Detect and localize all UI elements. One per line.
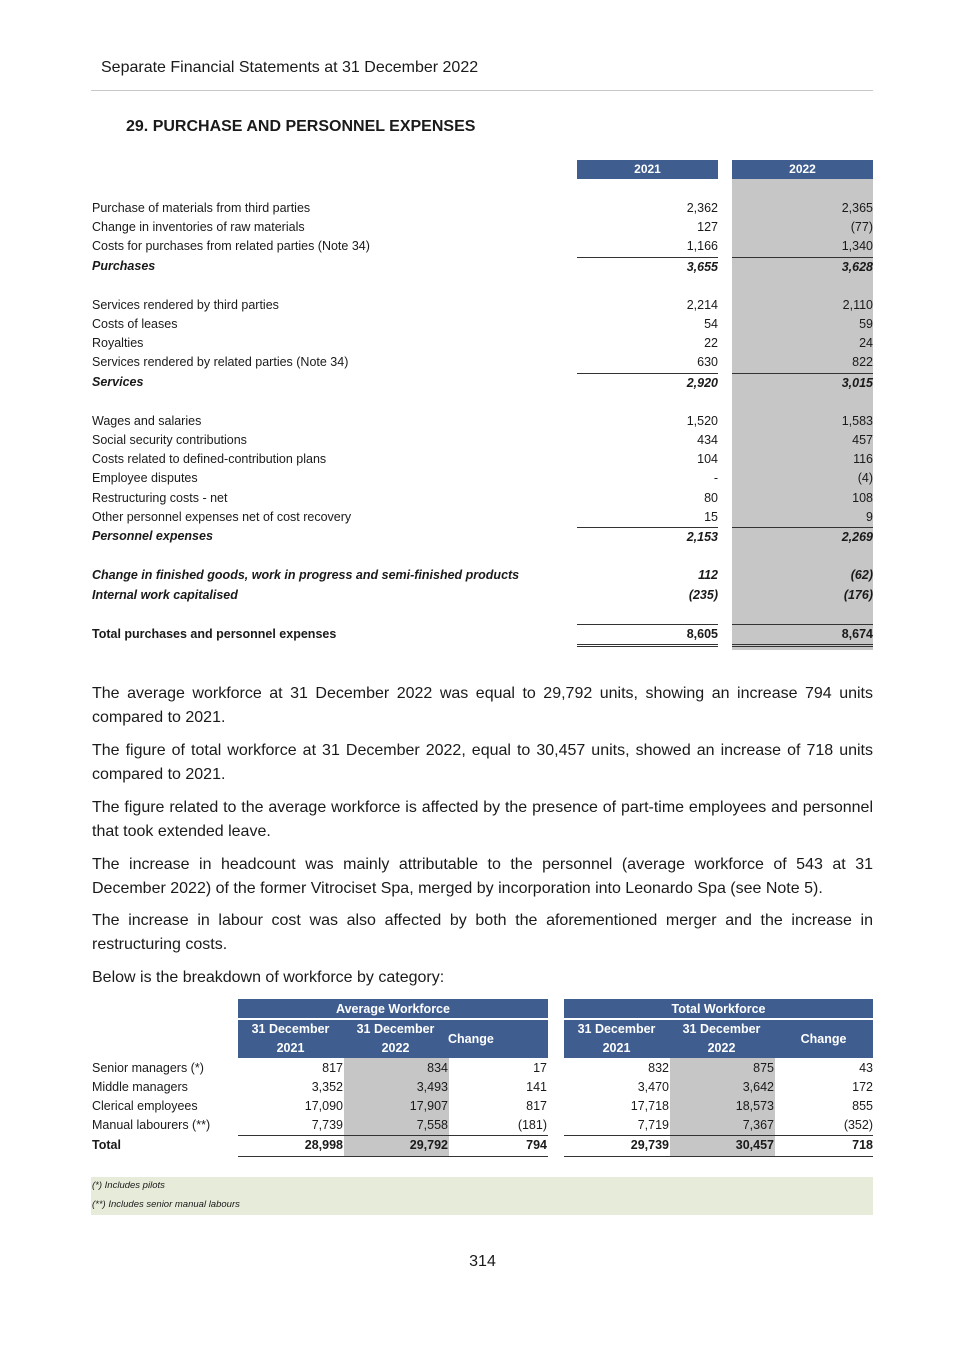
workforce-row	[0, 1059, 965, 1078]
cell: 172	[852, 1080, 873, 1094]
row-label: Total purchases and personnel expenses	[92, 627, 337, 641]
value-2022: 9	[866, 510, 873, 524]
value-2021: 2,920	[577, 373, 718, 393]
value-2021: 80	[704, 491, 718, 505]
cell: 17,718	[630, 1099, 669, 1113]
col-header-line2: 2022	[381, 1041, 410, 1055]
value-2022: 457	[852, 433, 873, 447]
value-2022: 2,269	[732, 527, 873, 547]
expense-row	[0, 296, 965, 315]
total-bottom-rule-right	[564, 1156, 873, 1157]
cell: 817	[526, 1099, 547, 1113]
year-header-2022: 2022	[732, 160, 873, 179]
value-2021: 127	[697, 220, 718, 234]
cell: 7,719	[637, 1118, 669, 1132]
cell: 3,352	[311, 1080, 343, 1094]
row-label: Purchase of materials from third parties	[92, 201, 311, 215]
subtotal-row-services	[0, 373, 965, 392]
cell: 875	[753, 1061, 774, 1075]
workforce-row	[0, 1116, 965, 1135]
footnotes-box	[91, 1177, 873, 1215]
value-2021: 1,166	[686, 239, 718, 253]
expense-row	[0, 489, 965, 508]
group-header-average: Average Workforce	[238, 999, 548, 1019]
col-header-line1: 31 December	[577, 1022, 656, 1036]
row-label: Costs for purchases from related parties (Note 34)	[92, 239, 370, 253]
cell: 18,573	[735, 1099, 774, 1113]
cell: 832	[648, 1061, 669, 1075]
value-2021: 434	[697, 433, 718, 447]
cell: 29,792	[409, 1138, 448, 1152]
col-header-avg-2022	[343, 1020, 448, 1058]
value-2022: (4)	[857, 471, 873, 485]
cell: 834	[427, 1061, 448, 1075]
paragraph: The average workforce at 31 December 2022 was equal to 29,792 units, showing an increase 794 units compared to 2021.	[92, 685, 873, 726]
cell: (181)	[517, 1118, 547, 1132]
paragraph: The increase in labour cost was also affected by both the aforementioned merger and the increase in restructuring costs.	[92, 912, 873, 953]
row-label: Purchases	[92, 259, 156, 273]
workforce-row	[0, 1078, 965, 1097]
page-number: 314	[469, 1253, 496, 1270]
row-label: Personnel expenses	[92, 529, 213, 543]
row-label: Services	[92, 375, 144, 389]
col-header-line2: 2021	[276, 1041, 305, 1055]
cell: 30,457	[735, 1138, 774, 1152]
expense-row-internal-work	[0, 586, 965, 605]
cell: 817	[322, 1061, 343, 1075]
value-2022: 3,628	[732, 257, 873, 277]
expense-row	[0, 508, 965, 527]
row-label: Services rendered by third parties	[92, 298, 279, 312]
value-2022: (176)	[843, 588, 873, 602]
col-header-tot-change: Change	[774, 1020, 873, 1058]
value-2022: 8,674	[732, 624, 873, 647]
row-label: Costs of leases	[92, 317, 178, 331]
paragraph: The increase in headcount was mainly attributable to the personnel (average workforce of 543 at 31 December 2022) of the former Vitrociset Spa, merged by incorporation into Leonardo Spa (see Note 5).	[92, 856, 873, 897]
running-header: Separate Financial Statements at 31 December 2022	[101, 59, 479, 76]
cell: 141	[526, 1080, 547, 1094]
row-label: Middle managers	[92, 1080, 188, 1094]
value-2021: 54	[704, 317, 718, 331]
cell: 7,367	[742, 1118, 774, 1132]
expense-row	[0, 469, 965, 488]
value-2022: 2,110	[842, 298, 873, 312]
cell: 794	[526, 1138, 547, 1152]
value-2021: 630	[697, 355, 718, 369]
col-header-line1: 31 December	[251, 1022, 330, 1036]
col-header-avg-2021	[238, 1020, 343, 1058]
year-header-2021: 2021	[577, 160, 718, 179]
col-header-tot-2021	[564, 1020, 669, 1058]
total-row	[0, 624, 965, 643]
cell: 7,558	[416, 1118, 448, 1132]
value-2021: 15	[704, 510, 718, 524]
section-title: 29. PURCHASE AND PERSONNEL EXPENSES	[126, 118, 476, 135]
row-label: Other personnel expenses net of cost recovery	[92, 510, 352, 524]
cell: 3,493	[416, 1080, 448, 1094]
cell: 29,739	[630, 1138, 669, 1152]
cell: 718	[852, 1138, 873, 1152]
cell: 855	[852, 1099, 873, 1113]
footnote: (*) Includes pilots	[92, 1180, 165, 1191]
value-2021: 1,520	[686, 414, 718, 428]
row-label: Total	[92, 1138, 121, 1152]
row-label: Manual labourers (**)	[92, 1118, 211, 1132]
value-2022: 1,340	[841, 239, 873, 253]
footnote: (**) Includes senior manual labours	[92, 1199, 240, 1210]
value-2021: 112	[698, 568, 718, 582]
expense-row	[0, 199, 965, 218]
cell: 17,907	[409, 1099, 448, 1113]
value-2022: (62)	[850, 568, 873, 582]
value-2021: -	[713, 471, 718, 485]
cell: 3,470	[637, 1080, 669, 1094]
value-2021: 2,214	[686, 298, 718, 312]
row-label: Employee disputes	[92, 471, 198, 485]
subtotal-row-personnel	[0, 527, 965, 546]
row-label: Costs related to defined-contribution plans	[92, 452, 327, 466]
expense-row	[0, 315, 965, 334]
subtotal-row-purchases	[0, 257, 965, 276]
value-2021: 2,153	[577, 527, 718, 547]
col-header-line2: 2021	[602, 1041, 631, 1055]
value-2021: 22	[704, 336, 718, 350]
row-label: Senior managers (*)	[92, 1061, 204, 1075]
expense-row	[0, 412, 965, 431]
expense-row	[0, 218, 965, 237]
value-2021: 2,362	[686, 201, 718, 215]
row-label: Change in inventories of raw materials	[92, 220, 305, 234]
value-2022: 2,365	[841, 201, 873, 215]
value-2021: 104	[697, 452, 718, 466]
value-2022: 59	[859, 317, 873, 331]
cell: 17,090	[304, 1099, 343, 1113]
row-label: Internal work capitalised	[92, 588, 238, 602]
expense-row	[0, 237, 965, 256]
cell: 17	[533, 1061, 547, 1075]
paragraph: The figure related to the average workforce is affected by the presence of part-time employees and personnel that took extended leave.	[92, 799, 873, 840]
value-2022: 3,015	[732, 373, 873, 393]
workforce-row	[0, 1097, 965, 1116]
cell: 7,739	[311, 1118, 343, 1132]
value-2022: (77)	[850, 220, 873, 234]
expense-row	[0, 450, 965, 469]
expense-row	[0, 353, 965, 372]
paragraph: The figure of total workforce at 31 December 2022, equal to 30,457 units, showed an increase of 718 units compared to 2021.	[92, 742, 873, 783]
expense-row	[0, 334, 965, 353]
cell: 28,998	[304, 1138, 343, 1152]
workforce-total-row	[0, 1136, 965, 1155]
col-header-line2: 2022	[707, 1041, 736, 1055]
value-2021: 3,655	[577, 257, 718, 277]
col-header-tot-2022	[669, 1020, 774, 1058]
value-2021: (235)	[688, 588, 718, 602]
row-label: Restructuring costs - net	[92, 491, 228, 505]
cell: (352)	[843, 1118, 873, 1132]
col-header-line1: 31 December	[682, 1022, 761, 1036]
paragraph: Below is the breakdown of workforce by category:	[92, 969, 445, 986]
expenses-table	[0, 0, 965, 660]
value-2022: 24	[859, 336, 873, 350]
expense-row-finished-goods	[0, 566, 965, 585]
row-label: Services rendered by related parties (Note 34)	[92, 355, 349, 369]
row-label: Wages and salaries	[92, 414, 202, 428]
value-2022: 1,583	[841, 414, 873, 428]
group-header-total: Total Workforce	[564, 999, 873, 1019]
row-label: Clerical employees	[92, 1099, 198, 1113]
value-2022: 822	[852, 355, 873, 369]
cell: 43	[859, 1061, 873, 1075]
expense-row	[0, 431, 965, 450]
value-2021: 8,605	[577, 624, 718, 647]
col-header-avg-change: Change	[448, 1020, 548, 1058]
row-label: Change in finished goods, work in progress and semi-finished products	[92, 568, 520, 582]
col-header-line1: 31 December	[356, 1022, 435, 1036]
value-2022: 108	[852, 491, 873, 505]
row-label: Social security contributions	[92, 433, 247, 447]
cell: 3,642	[742, 1080, 774, 1094]
total-bottom-rule-left	[238, 1156, 548, 1157]
value-2022: 116	[853, 452, 873, 466]
row-label: Royalties	[92, 336, 144, 350]
